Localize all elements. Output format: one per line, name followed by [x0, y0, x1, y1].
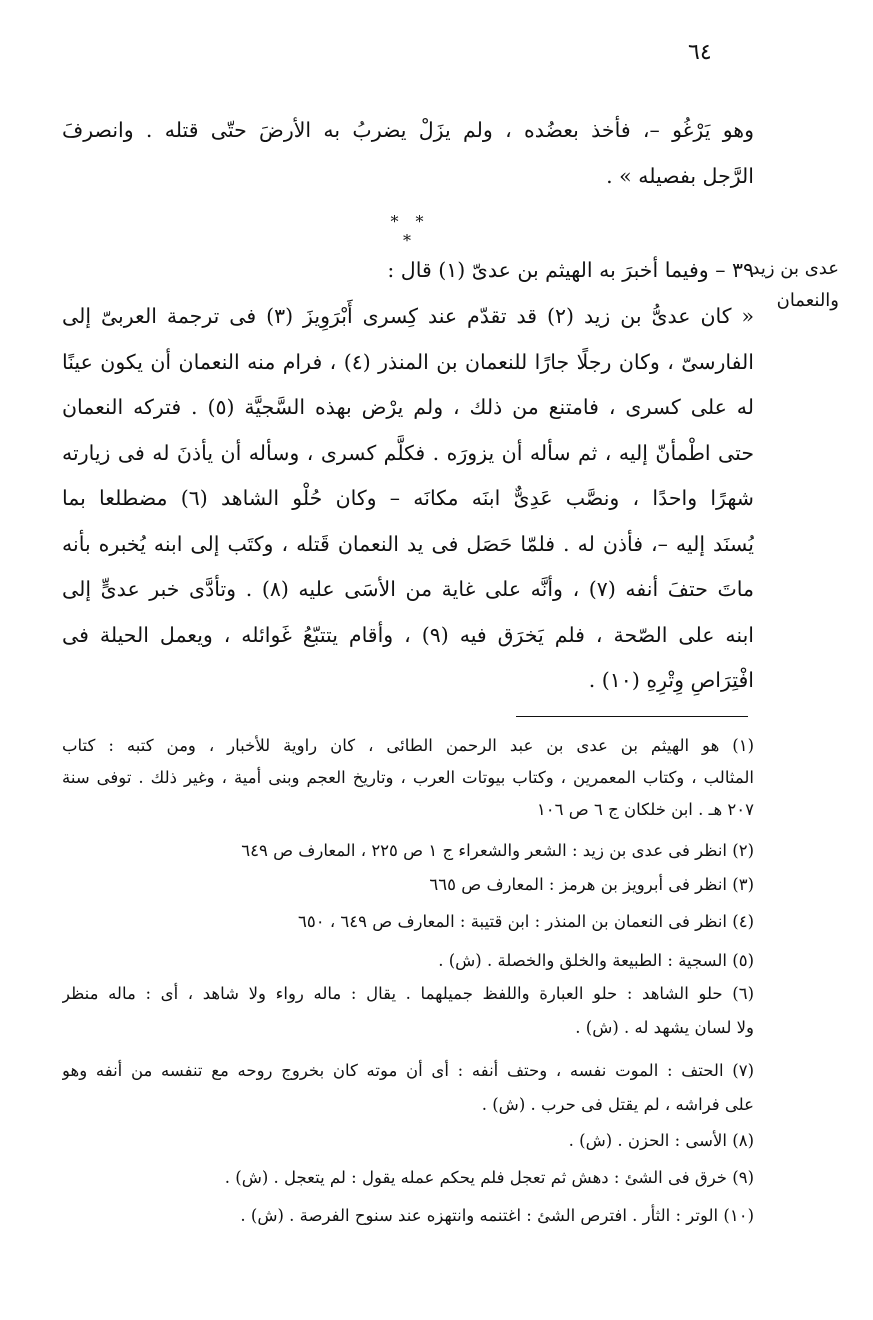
footnote-rule: [516, 716, 748, 717]
text-line: حتى اطْمأنّ إليه ، ثم سأله أن يزورَه . فكلَّم كسرى ، وسأله أن يأذنَ له فى زيارته: [62, 441, 754, 465]
footnote-line: (٧) الحتف : الموت نفسه ، وحتف أنفه : أى أن موته كان بخروج روحه مع تنفسه من أنفه وهو: [62, 1061, 754, 1080]
footnote-line: ولا لسان يشهد له . (ش) .: [575, 1018, 754, 1037]
text-line: ابنه على الصّحة ، فلم يَخرَق فيه (٩) ، وأقام يتتبّعُ غَوائله ، ويعمل الحيلة فى: [62, 623, 754, 647]
footnote-line: (٥) السجية : الطبيعة والخلق والخصلة . (ش) .: [438, 951, 754, 970]
text-line: الفارسىّ ، وكان رجلًا جارًا للنعمان بن المنذر (٤) ، فرام منه النعمان أن يكون عينًا: [62, 350, 754, 374]
footnote-line: (٨) الأسى : الحزن . (ش) .: [568, 1131, 754, 1150]
footnote-line: (١٠) الوتر : الثأر . افترص الشئ : اغتنمه وانتهزه عند سنوح الفرصة . (ش) .: [240, 1206, 754, 1225]
footnote-line: (٢) انظر فى عدى بن زيد : الشعر والشعراء ج ١ ص ٢٢٥ ، المعارف ص ٦٤٩: [241, 841, 754, 860]
section-heading-line: ٣٩ – وفيما أخبرَ به الهيثم بن عدىّ (١) قال :: [387, 258, 754, 282]
footnote-line: (٤) انظر فى النعمان بن المنذر : ابن قتيبة : المعارف ص ٦٤٩ ، ٦٥٠: [298, 912, 754, 931]
footnote-line: على فراشه ، لم يقتل فى حرب . (ش) .: [481, 1095, 754, 1114]
text-line: ماتَ حتفَ أنفه (٧) ، وأنَّه على غاية من الأسَى عليه (٨) . وتأدَّى خبر عدىٍّ إلى: [62, 577, 754, 601]
footnote-line: ٢٠٧ هـ . ابن خلكان ج ٦ ص ١٠٦: [536, 800, 754, 819]
text-line: الرَّجل بفصيله » .: [606, 164, 754, 188]
marginal-note-line: عدى بن زيد: [751, 258, 839, 279]
page-number: ٦٤: [688, 40, 712, 65]
text-line: وهو يَرْغُو –، فأخذ بعضُده ، ولم يزَلْ يضربُ به الأرضَ حتّى قتله . وانصرفَ: [62, 118, 754, 142]
text-line: شهرًا واحدًا ، ونصَّب عَدِىٌّ ابنَه مكانَه – وكان حُلْو الشاهد (٦) مضطلعا بما: [62, 486, 754, 510]
footnote-line: (١) هو الهيثم بن عدى بن عبد الرحمن الطائى ، كان راوية للأخبار ، ومن كتبه : كتاب: [62, 736, 754, 755]
footnote-line: (٣) انظر فى أبرويز بن هرمز : المعارف ص ٦٦٥: [429, 875, 754, 894]
text-line: يُسنَد إليه –، فأذن له . فلمّا حَصَل فى يد النعمان قَتله ، وكتَب إلى ابنه يُخبره بأنه: [62, 532, 754, 556]
text-line: « كان عدىُّ بن زيد (٢) قد تقدّم عند كِسرى أَبْرَوِيزَ (٣) فى ترجمة العربىّ إلى: [62, 304, 754, 328]
footnote-line: (٦) حلو الشاهد : حلو العبارة واللفظ جميلهما . يقال : ماله رواء ولا شاهد ، أى : ماله منظر: [62, 984, 754, 1003]
footnote-line: المثالب ، وكتاب المعمرين ، وكتاب بيوتات العرب ، وتاريخ العجم وبنى أمية ، وغير ذلك . توفى سنة: [62, 768, 754, 787]
text-line: له على كسرى ، فامتنع من ذلك ، ولم يرْض بهذه السَّجيَّة (٥) . فتركه النعمان: [62, 395, 754, 419]
text-line: افْتِرَاصِ وِتْرِهِ (١٠) .: [588, 668, 754, 692]
section-separator: * * *: [390, 212, 430, 250]
marginal-note-line: والنعمان: [776, 290, 839, 311]
footnote-line: (٩) خرق فى الشئ : دهش ثم تعجل فلم يحكم عمله يقول : لم يتعجل . (ش) .: [224, 1168, 754, 1187]
